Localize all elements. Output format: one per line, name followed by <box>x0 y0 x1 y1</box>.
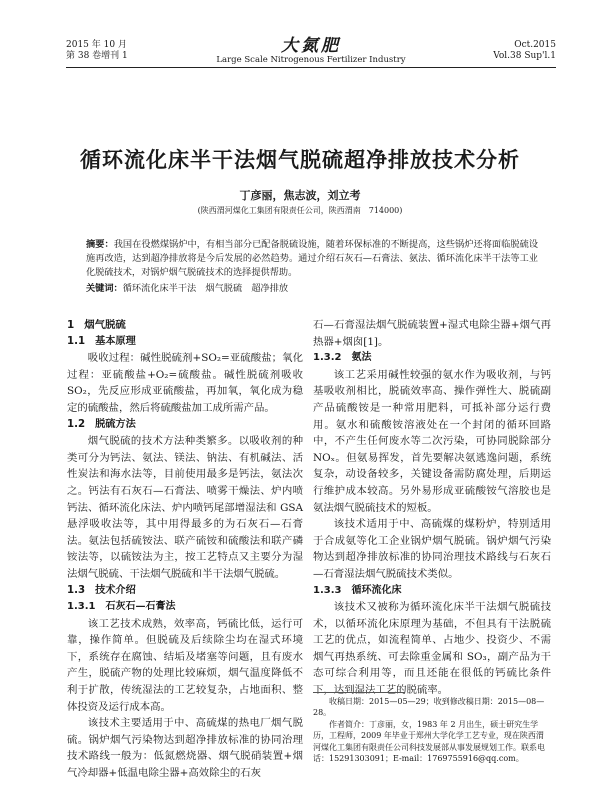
paragraph: 该技术适用于中、高硫煤的煤粉炉，特别适用于合成氨等化工企业锅炉烟气脱硫。锅炉烟气污染物达到超净排放标准的协同治理技术路线与石灰石—石膏湿法烟气脱硫技术类似。 <box>313 518 551 580</box>
running-header <box>66 36 556 66</box>
header-date-en: Oct.2015 <box>514 40 556 50</box>
section-title: 氨法 <box>351 352 372 364</box>
paragraph-continued: 石—石膏湿法烟气脱硫装置+湿式电除尘器+烟气再热器+烟囱[1]。 <box>313 319 551 348</box>
abstract-text: 我国在役燃煤锅炉中，有相当部分已配备脱硫设施，随着环保标准的不断提高，这些锅炉还将面临脱硫设施再改造，达到超净排放将是今后发展的必然趋势。通过介绍石灰石—石膏法、氨法、循环流化床半干法等工业化脱硫技术，对锅炉烟气脱硫技术的选择提供帮助。 <box>86 239 539 279</box>
paragraph: 吸收过程：碱性脱硫剂+SO₂=亚硫酸盐；氧化过程：亚硫酸盐+O₂=硫酸盐。碱性脱硫剂吸收 SO₂，先反应形成亚硫酸盐，再加氧，氧化成为稳定的硫酸盐，然后将硫酸盐加工成所需产品。 <box>67 352 303 414</box>
body-column-left <box>67 317 303 782</box>
keywords-text: 循环流化床半干法 烟气脱硫 超净排放 <box>122 283 289 294</box>
section-title: 烟气脱硫 <box>84 319 126 331</box>
paragraph: 烟气脱硫的技术方法种类繁多。以吸收剂的种类可分为钙法、氨法、镁法、钠法、有机碱法、活性炭法和海水法等，目前使用最多是钙法，氨法次之。钙法有石灰石—石膏法、喷雾干燥法、炉内喷钙法、循环流化床法、炉内喷钙尾部增湿法和 GSA 悬浮吸收法等，其中用得最多的为石灰石—石膏法。氨法包括硫铵法、联产硫铵和硫酸法和联产磷铵法等，以硫铵法为主，按工艺特点又主要分为湿法烟气脱硫、干法烟气脱硫和半干法烟气脱硫。 <box>67 435 303 580</box>
subsubsection-heading <box>313 350 551 367</box>
paragraph: 该工艺采用碱性较强的氨水作为吸收剂，与钙基吸收剂相比，脱硫效率高、操作弹性大、脱硫副产品硫酸铵是一种常用肥料，可抵补部分运行费用。氨水和硫酸铵溶液处在一个封闭的循环回路中，不产生任何废水等二次污染，可协同脱除部分 NOₓ。但氨易挥发，首先要解决氨逃逸问题，系统复杂，动设备较多，关键设备需防腐处理，后期运行维护成本较高。另外易形成亚硫酸铵气溶胶也是氨法烟气脱硫技术的短板。 <box>313 368 551 514</box>
subsubsection-heading <box>313 583 551 600</box>
section-number: 1 <box>67 319 75 331</box>
keywords-label: 关键词： <box>86 283 123 294</box>
journal-name-en: Large Scale Nitrogenous Fertilizer Industry <box>216 55 406 65</box>
abstract <box>86 238 538 281</box>
section-number: 1.3 <box>67 584 86 596</box>
footnote <box>313 692 551 764</box>
section-heading <box>67 317 303 334</box>
header-volume-en: Vol.38 Sup'l.1 <box>493 51 556 61</box>
header-date: 2015 年 10 月 <box>66 40 127 50</box>
header-volume: 第 38 卷增刊 1 <box>66 51 128 61</box>
section-title: 基本原理 <box>95 335 136 347</box>
keywords <box>86 282 538 296</box>
journal-masthead <box>66 38 556 65</box>
section-number: 1.3.1 <box>67 601 96 613</box>
author-affiliation: (陕西渭河煤化工集团有限责任公司，陕西渭南 714000) <box>197 206 403 215</box>
body-column-right <box>313 317 551 699</box>
header-issue-info-en <box>493 40 556 62</box>
section-title: 循环流化床 <box>351 584 402 596</box>
subsection-heading <box>67 417 303 434</box>
section-title: 石灰石—石膏法 <box>105 601 176 613</box>
article-title: 循环流化床半干法烟气脱硫超净排放技术分析 <box>80 148 520 172</box>
section-title: 脱硫方法 <box>95 418 136 430</box>
footnote-author-bio: 作者简介：丁彦丽，女，1983 年 2 月出生，硕士研究生学历，工程师，2009 年毕业于郑州大学化学工艺专业，现在陕西渭河煤化工集团有限责任公司科技发展部从事发展规划工作。联系电话：15291303091；E-mail：1769755916@qq.com。 <box>313 719 545 764</box>
paragraph: 该技术主要适用于中、高硫煤的热电厂烟气脱硫。锅炉烟气污染物达到超净排放标准的协同治理技术路线一般为：低氮燃烧器、烟气脱硝装置+烟气冷却器+低温电除尘器+高效除尘的石灰 <box>67 717 303 780</box>
footnote-rule <box>313 692 405 693</box>
paragraph: 该技术又被称为循环流化床半干法烟气脱硫技术，以循环流化床原理为基础，不但具有干法脱硫工艺的优点，如流程简单、占地少、投资少、不需烟气再热系统、可去除重金属和 SO₃，副产品为干态可综合利用等，而且还能在很低的钙硫比条件下，达到湿法工艺的脱硫率。 <box>313 601 551 697</box>
header-rule <box>66 67 556 68</box>
section-title: 技术介绍 <box>95 584 136 596</box>
section-number: 1.3.2 <box>313 352 342 364</box>
section-number: 1.2 <box>67 418 86 430</box>
subsection-heading <box>67 583 303 600</box>
section-number: 1.3.3 <box>313 584 342 596</box>
journal-logo: 大氮肥 <box>281 36 341 56</box>
footnote-received: 收稿日期：2015—05—29；收到修改稿日期：2015—08—28。 <box>313 697 545 718</box>
section-number: 1.1 <box>67 335 86 347</box>
subsubsection-heading <box>67 599 303 616</box>
subsection-heading <box>67 334 303 351</box>
abstract-label: 摘要： <box>86 239 114 250</box>
paragraph: 该工艺技术成熟，效率高，钙硫比低，运行可靠，操作简单。但脱硫及后续除尘均在湿式环境下，系统存在腐蚀、结垢及堵塞等问题，且有废水产生，脱硫产物的处理比较麻烦，烟气温度降低不利于扩散，传统湿法的工艺较复杂，占地面积、整体投资及运行成本高。 <box>67 617 303 713</box>
article-authors: 丁彦丽，焦志波，刘立考 <box>239 189 361 202</box>
